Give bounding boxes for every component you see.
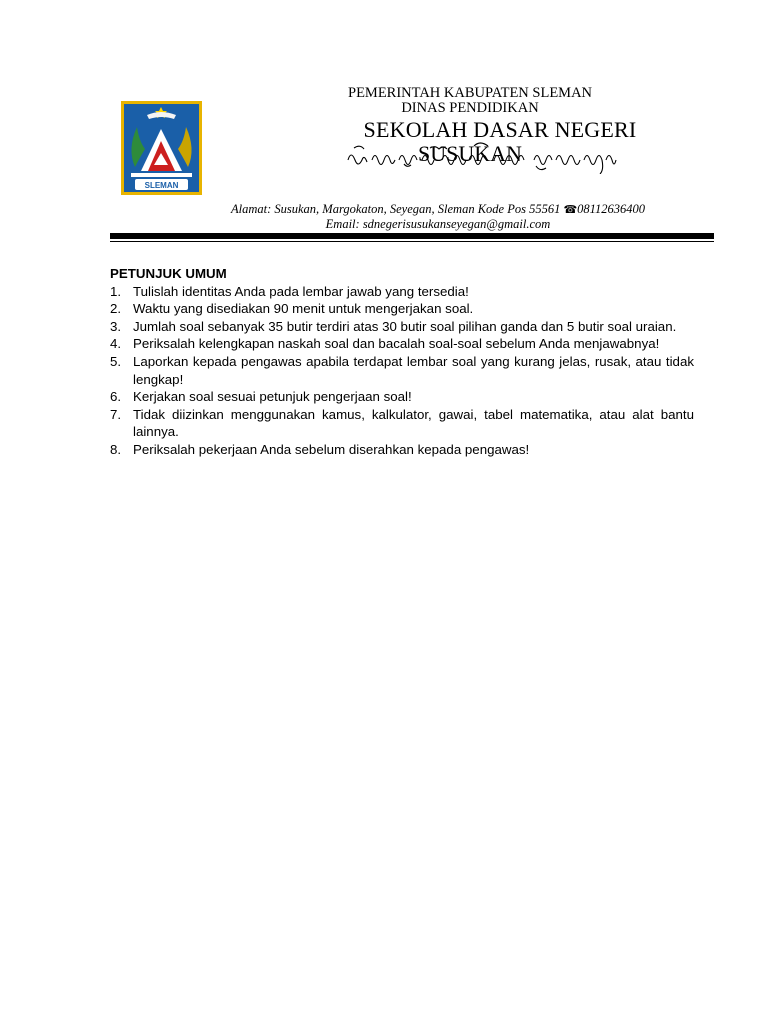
school-address: Alamat: Susukan, Margokaton, Seyegan, Sleman Kode Pos 55561 ☎08112636400 xyxy=(230,202,645,216)
javanese-script-icon xyxy=(344,140,619,174)
instructions-title: PETUNJUK UMUM xyxy=(110,266,227,281)
list-item: 2. Waktu yang disediakan 90 menit untuk mengerjakan soal. xyxy=(110,301,474,317)
list-item: 1. Tulislah identitas Anda pada lembar jawab yang tersedia! xyxy=(110,283,469,299)
phone-number: 08112636400 xyxy=(577,202,645,216)
phone-icon: ☎ xyxy=(563,204,578,216)
list-item: 4. Periksalah kelengkapan naskah soal dan bacalah soal-soal sebelum Anda menjawabnya! xyxy=(110,336,660,352)
list-item: 7. Tidak diizinkan menggunakan kamus, kalkulator, gawai, tabel matematika, atau alat bantu lainnya. xyxy=(110,406,694,440)
header-divider-thick xyxy=(110,233,714,239)
list-item: 8. Periksalah pekerjaan Anda sebelum diserahkan kepada pengawas! xyxy=(110,441,530,457)
list-item: 6. Kerjakan soal sesuai petunjuk pengerjaan soal! xyxy=(110,389,412,405)
header-divider-thin xyxy=(110,241,714,242)
list-item: 3. Jumlah soal sebanyak 35 butir terdiri atas 30 butir soal pilihan ganda dan 5 butir soal uraian. xyxy=(110,318,677,334)
school-email: Email: sdnegerisusukanseyegan@gmail.com xyxy=(325,217,551,231)
department-name: DINAS PENDIDIKAN xyxy=(401,100,539,116)
government-name: PEMERINTAH KABUPATEN SLEMAN xyxy=(348,85,593,101)
school-name-line2: SUSUKAN xyxy=(418,141,522,166)
school-name: SEKOLAH DASAR NEGERI xyxy=(363,117,637,142)
instructions-list xyxy=(110,283,694,459)
sleman-emblem-icon xyxy=(121,101,202,195)
svg-text:SLEMAN: SLEMAN xyxy=(144,181,179,190)
list-item: 5. Laporkan kepada pengawas apabila terdapat lembar soal yang kurang jelas, rusak, atau tidak lengkap! xyxy=(110,353,694,387)
instructions-section xyxy=(110,265,694,459)
